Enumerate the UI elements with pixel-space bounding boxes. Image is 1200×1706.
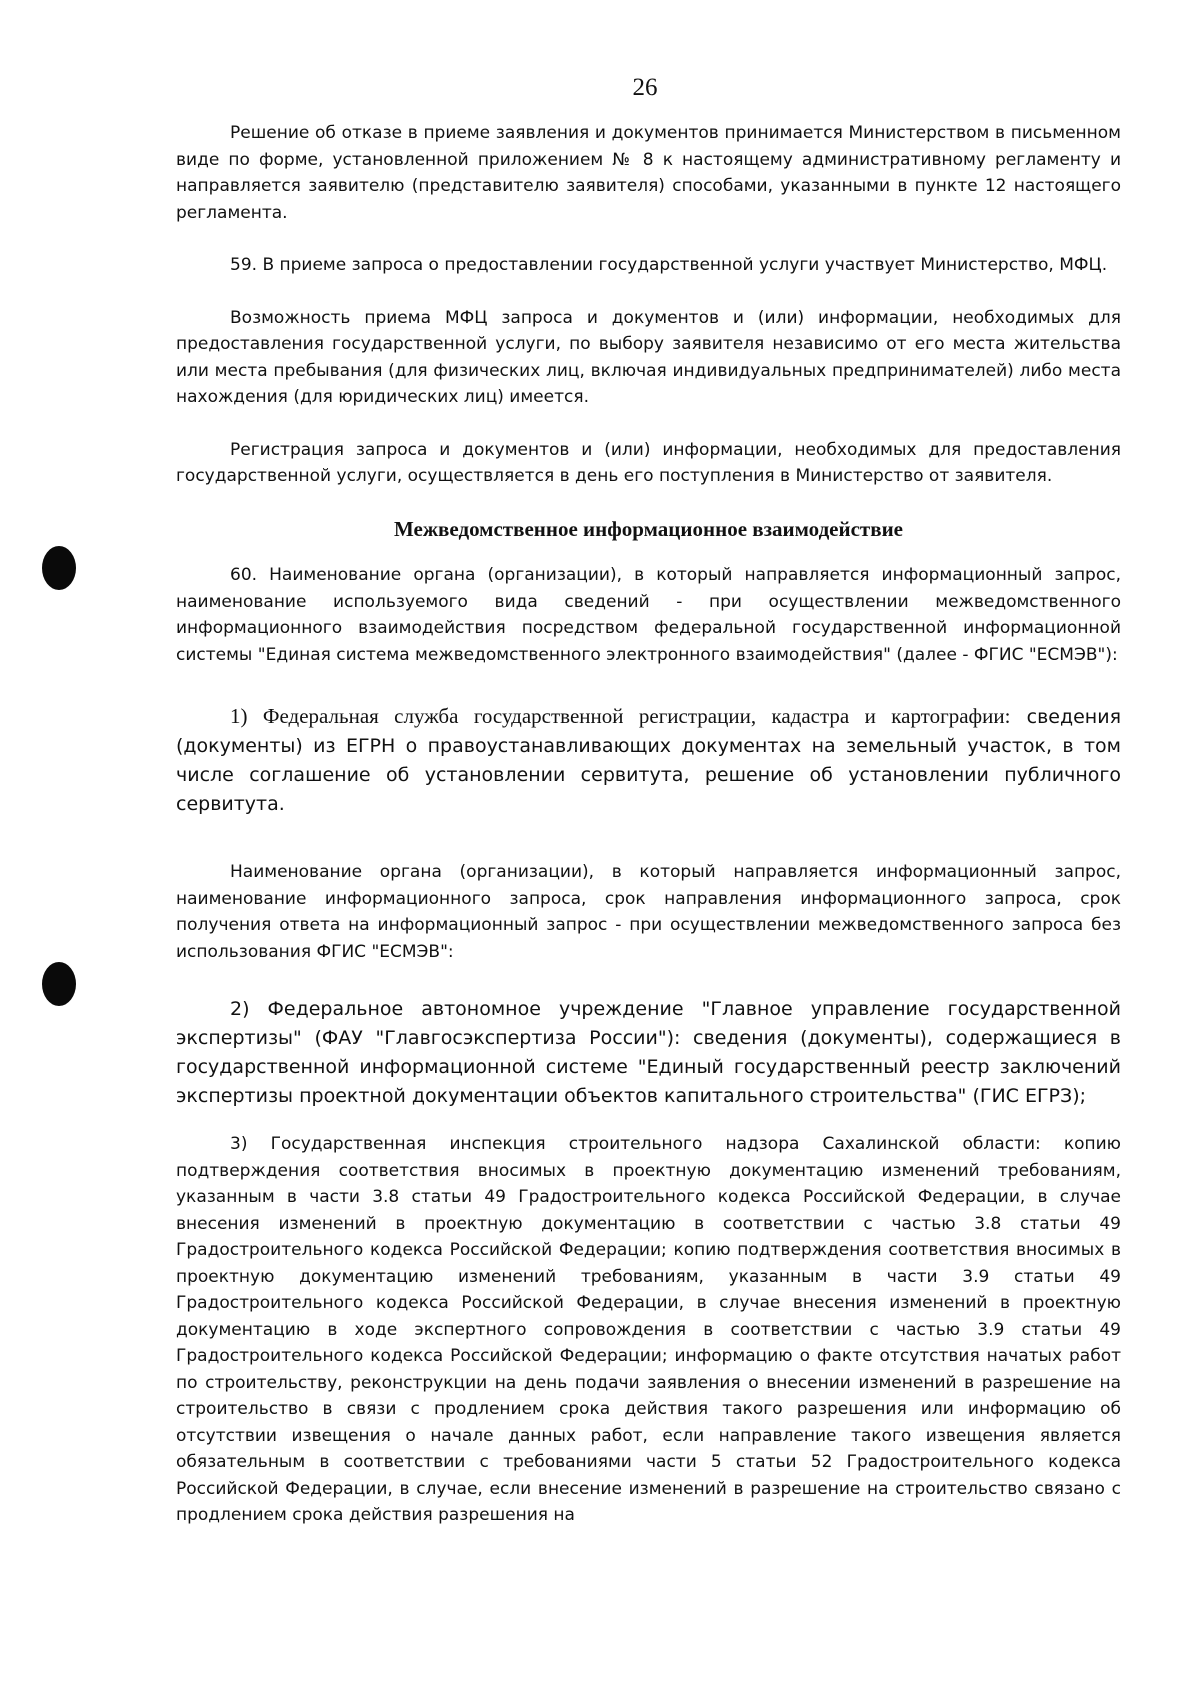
paragraph-refusal-decision: Решение об отказе в приеме заявления и документов принимается Министерством в письменном виде по форме, установленной приложением № 8 к настоящему административному регламенту и направляется заявителю (представителю заявителя) способами, указанными в пункте 12 настоящего регламента.: [176, 123, 1121, 223]
paragraph-registration: Регистрация запроса и документов и (или) информации, необходимых для предоставления государственной услуги, осуществляется в день его поступления в Министерство от заявителя.: [176, 439, 1121, 486]
item-1-lead: 1) Федеральная служба государственной регистрации, кадастра и картографии:: [230, 704, 1011, 728]
paragraph-item-2: 2) Федеральное автономное учреждение "Главное управление государственной экспертизы" (ФАУ "Главгосэкспертиза России"): сведения (документы), содержащиеся в государственной информационной системе "Единый государственный реестр заключений экспертизы проектной документации объектов капитального строительства" (ГИС ЕГРЗ);: [176, 998, 1121, 1107]
section-heading: Межведомственное информационное взаимодействие: [393, 516, 904, 541]
document-body: [176, 120, 1121, 1555]
paragraph-mfc-possibility: Возможность приема МФЦ запроса и документов и (или) информации, необходимых для предоставления государственной услуги, по выбору заявителя независимо от его места жительства или места пребывания (для физических лиц, включая индивидуальных предпринимателей) либо места нахождения (для юридических лиц) имеется.: [176, 307, 1121, 407]
paragraph-without-esmev: Наименование органа (организации), в который направляется информационный запрос, наименование информационного запроса, срок направления информационного запроса, срок получения ответа на информационный запрос - при осуществлении межведомственного запроса без использования ФГИС "ЕСМЭВ":: [176, 862, 1121, 962]
punch-hole-top: [42, 546, 76, 590]
paragraph-item-3: 3) Государственная инспекция строительного надзора Сахалинской области: копию подтверждения соответствия вносимых в проектную документацию изменений требованиям, указанным в части 3.8 статьи 49 Градостроительного кодекса Российской Федерации, в случае внесения изменений в проектную документацию в соответствии с частью 3.8 статьи 49 Градостроительного кодекса Российской Федерации; копию подтверждения соответствия вносимых в проектную документацию изменений требованиям, указанным в части 3.9 статьи 49 Градостроительного кодекса Российской Федерации, в случае внесения изменений в проектную документацию в ходе экспертного сопровождения в соответствии с частью 3.9 статьи 49 Градостроительного кодекса Российской Федерации; информацию о факте отсутствия начатых работ по строительству, реконструкции на день подачи заявления о внесении изменений в разрешение на строительство в связи с продлением срока действия такого разрешения или информацию об отсутствии извещения о начале данных работ, если направление такого извещения является обязательным в соответствии с требованиями части 5 статьи 52 Градостроительного кодекса Российской Федерации, в случае, если внесение изменений в разрешение на строительство связано с продлением срока действия разрешения на: [176, 1134, 1121, 1525]
paragraph-60: 60. Наименование органа (организации), в который направляется информационный запрос, наименование используемого вида сведений - при осуществлении межведомственного информационного взаимодействия посредством федеральной государственной информационной системы "Единая система межведомственного электронного взаимодействия" (далее - ФГИС "ЕСМЭВ"):: [176, 565, 1121, 665]
punch-hole-bottom: [42, 962, 76, 1006]
paragraph-59: 59. В приеме запроса о предоставлении государственной услуги участвует Министерство, МФЦ.: [230, 255, 1108, 275]
paragraph-item-1: [176, 702, 1121, 819]
item-1-rest: сведения (документы) из ЕГРН о правоустанавливающих документах на земельный участок, в том числе соглашение об установлении сервитута, решение об установлении публичного сервитута.: [176, 706, 1122, 815]
page-number: 26: [632, 74, 658, 101]
